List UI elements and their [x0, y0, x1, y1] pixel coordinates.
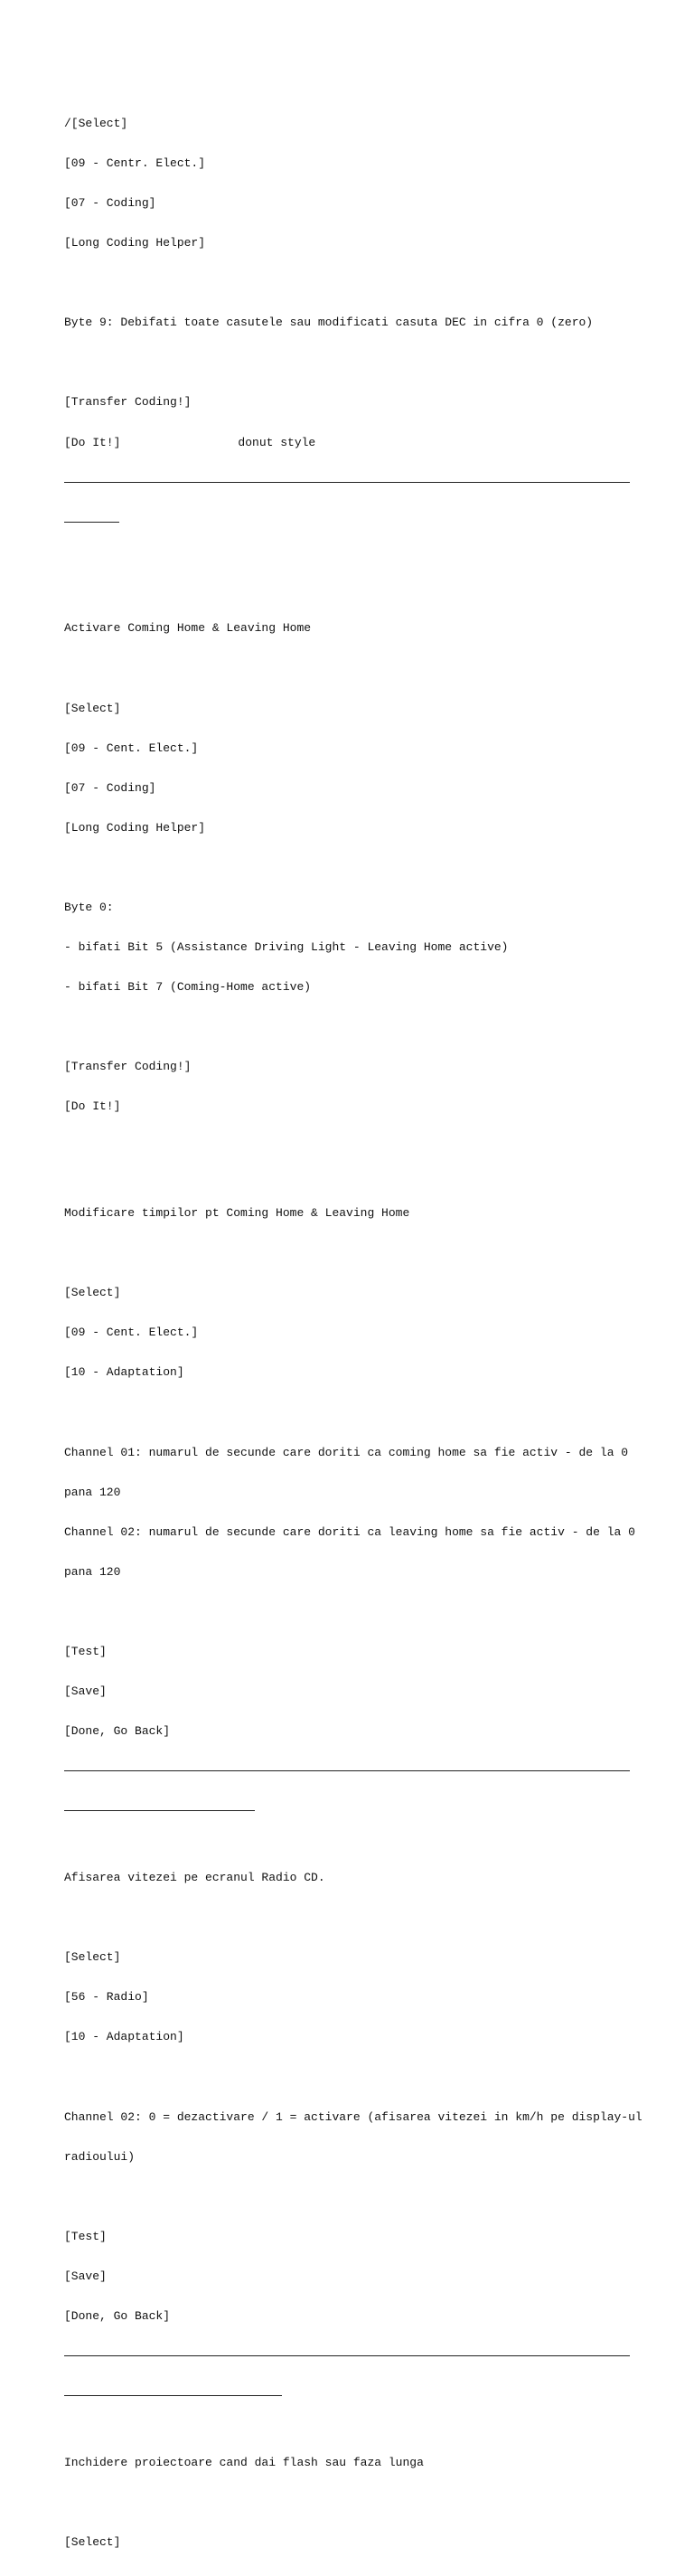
text-line: [09 - Cent. Elect.] [64, 1326, 199, 1340]
text-line: pana 120 [64, 1564, 121, 1579]
text-line: Channel 02: 0 = dezactivare / 1 = activare (afisarea vitezei in km/h pe display-ul [64, 2109, 642, 2124]
text-line: /[Select] [64, 116, 128, 130]
transfer-coding-line: [Transfer Coding!] [64, 1060, 192, 1074]
text-line: [Select] [64, 701, 121, 715]
do-it-line [64, 437, 633, 450]
text-line: [Test] [64, 1645, 107, 1659]
section-title: Activare Coming Home & Leaving Home [64, 621, 312, 636]
text-line: [Select] [64, 1950, 121, 1965]
text-line: [Save] [64, 2269, 107, 2283]
document-page [64, 64, 642, 2576]
text-line: [56 - Radio] [64, 1990, 149, 2005]
text-line: [09 - Centr. Elect.] [64, 156, 206, 170]
text-line: [10 - Adaptation] [64, 2030, 184, 2044]
text-line: - bifati Bit 7 (Coming-Home active) [64, 980, 312, 995]
text-line: pana 120 [64, 1485, 121, 1499]
text-line: - bifati Bit 5 (Assistance Driving Light - Leaving Home active) [64, 940, 509, 955]
text-line: Byte 0: [64, 901, 114, 914]
separator-rule [64, 1765, 633, 1779]
text-line: Channel 02: numarul de secunde care doriti ca leaving home sa fie activ - de la 0 [64, 1524, 635, 1539]
text-line: [Done, Go Back] [64, 1724, 171, 1739]
side-note: donut style [238, 435, 316, 449]
text-line: Channel 01: numarul de secunde care doriti ca coming home sa fie activ - de la 0 [64, 1445, 629, 1459]
do-it-line: [Do It!] [64, 1099, 121, 1114]
text-line: [Long Coding Helper] [64, 236, 206, 250]
byte-note: Byte 9: Debifati toate casutele sau modificati casuta DEC in cifra 0 (zero) [64, 316, 594, 330]
text-line: [09 - Cent. Elect.] [64, 741, 199, 755]
separator-rule-tail [64, 1805, 633, 1818]
text-line: [Long Coding Helper] [64, 820, 206, 835]
separator-rule [64, 477, 633, 490]
text-line: [Select] [64, 1286, 121, 1300]
text-line: [Select] [64, 2534, 121, 2549]
separator-rule-tail [64, 2390, 633, 2403]
text-line: [Done, Go Back] [64, 2309, 171, 2323]
transfer-coding-line: [Transfer Coding!] [64, 395, 192, 410]
text-line: radioului) [64, 2149, 136, 2164]
text-line: [10 - Adaptation] [64, 1365, 184, 1380]
separator-rule-tail [64, 516, 633, 530]
text-line: [07 - Coding] [64, 780, 156, 795]
text-line: [Save] [64, 1684, 107, 1699]
section-title: Modificare timpilor pt Coming Home & Leaving Home [64, 1206, 410, 1221]
text-line: [07 - Coding] [64, 196, 156, 210]
section-title: Afisarea vitezei pe ecranul Radio CD. [64, 1870, 325, 1884]
do-it-text: [Do It!] [64, 435, 121, 449]
text-line: [Test] [64, 2229, 107, 2243]
separator-rule [64, 2350, 633, 2364]
section-title: Inchidere proiectoare cand dai flash sau faza lunga [64, 2455, 424, 2469]
